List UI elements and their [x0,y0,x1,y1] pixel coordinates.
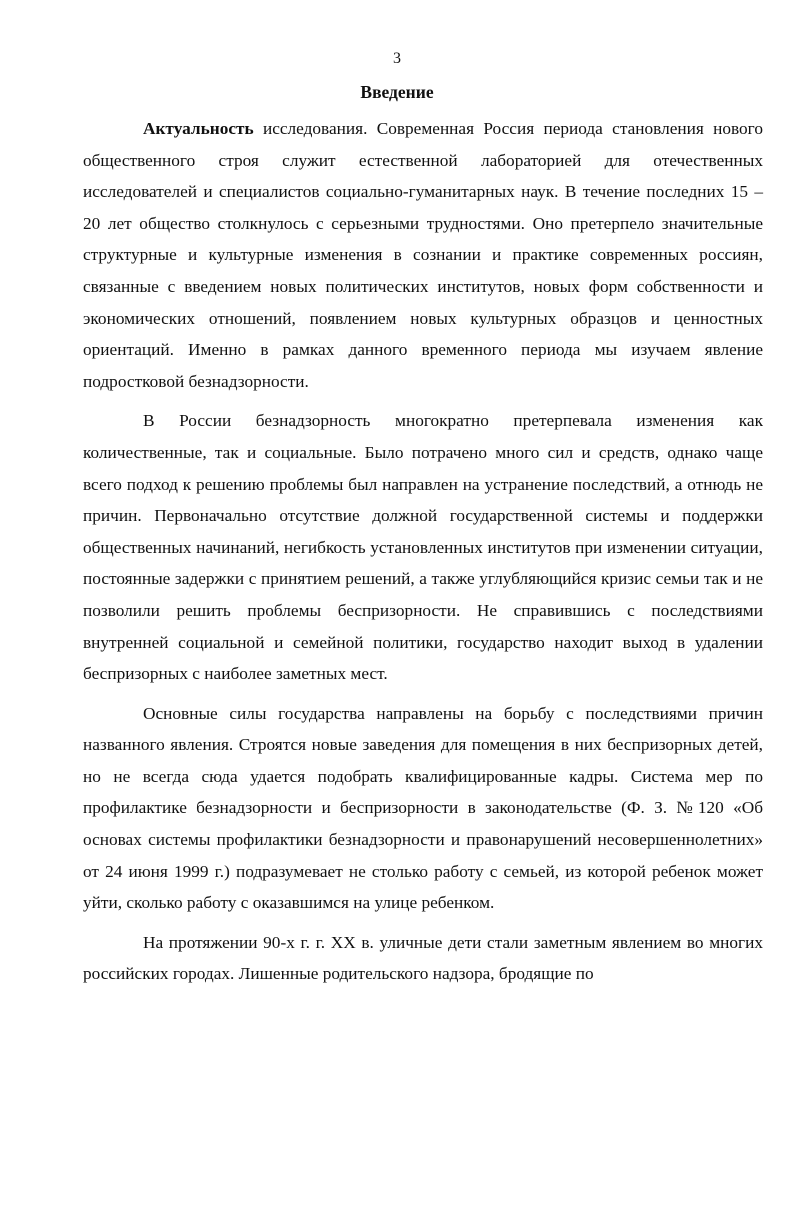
paragraph: В России безнадзорность многократно претерпевала изменения как количественные, так и социальные. Было потрачено много сил и средств, однако чаще всего подход к решению проблемы был направлен на устранение последствий, а отнюдь не причин. Первоначально отсутствие должной государственной системы и поддержки общественных начинаний, негибкость установленных институтов при изменении ситуации, постоянные задержки с принятием решений, а также углубляющийся кризис семьи так и не позволили решить проблемы беспризорности. Не справившись с последствиями внутренней социальной и семейной политики, государство находит выход в удалении беспризорных с наиболее заметных мест. [83,411,763,684]
paragraph: Основные силы государства направлены на борьбу с последствиями причин названного явления. Строятся новые заведения для помещения в них беспризорных детей, но не всегда сюда удается подобрать квалифицированные кадры. Система мер по профилактике безнадзорности и беспризорности в законодательстве (Ф. З. №120 «Об основах системы профилактики безнадзорности и правонарушений несовершеннолетних» от 24 июня 1999 г.) подразумевает не столько работу с семьей, из которой ребенок может уйти, сколько работу с оказавшимся на улице ребенком. [83,703,763,913]
paragraph-text: исследования. Современная Россия периода становления нового общественного строя служит естественной лабораторией для отечественных исследователей и специалистов социально-гуманитарных наук. В течение последних 15 – 20 лет общество столкнулось с серьезными трудностями. Оно претерпело значительные структурные и культурные изменения в сознании и практике современных россиян, связанные с введением новых политических институтов, новых форм собственности и экономических отношений, появлением новых культурных образцов и ценностных ориентаций. Именно в рамках данного временного периода мы изучаем явление подростковой безнадзорности. [83,119,763,391]
paragraph: На протяжении 90-х г. г. XX в. уличные дети стали заметным явлением во многих российских городах. Лишенные родительского надзора, бродящие по [83,932,763,984]
page-number: 3 [393,50,401,67]
paragraph-relevance [83,113,763,397]
body-text [83,113,763,998]
relevance-label: Актуальность [143,119,254,138]
section-title: Введение [360,82,434,102]
